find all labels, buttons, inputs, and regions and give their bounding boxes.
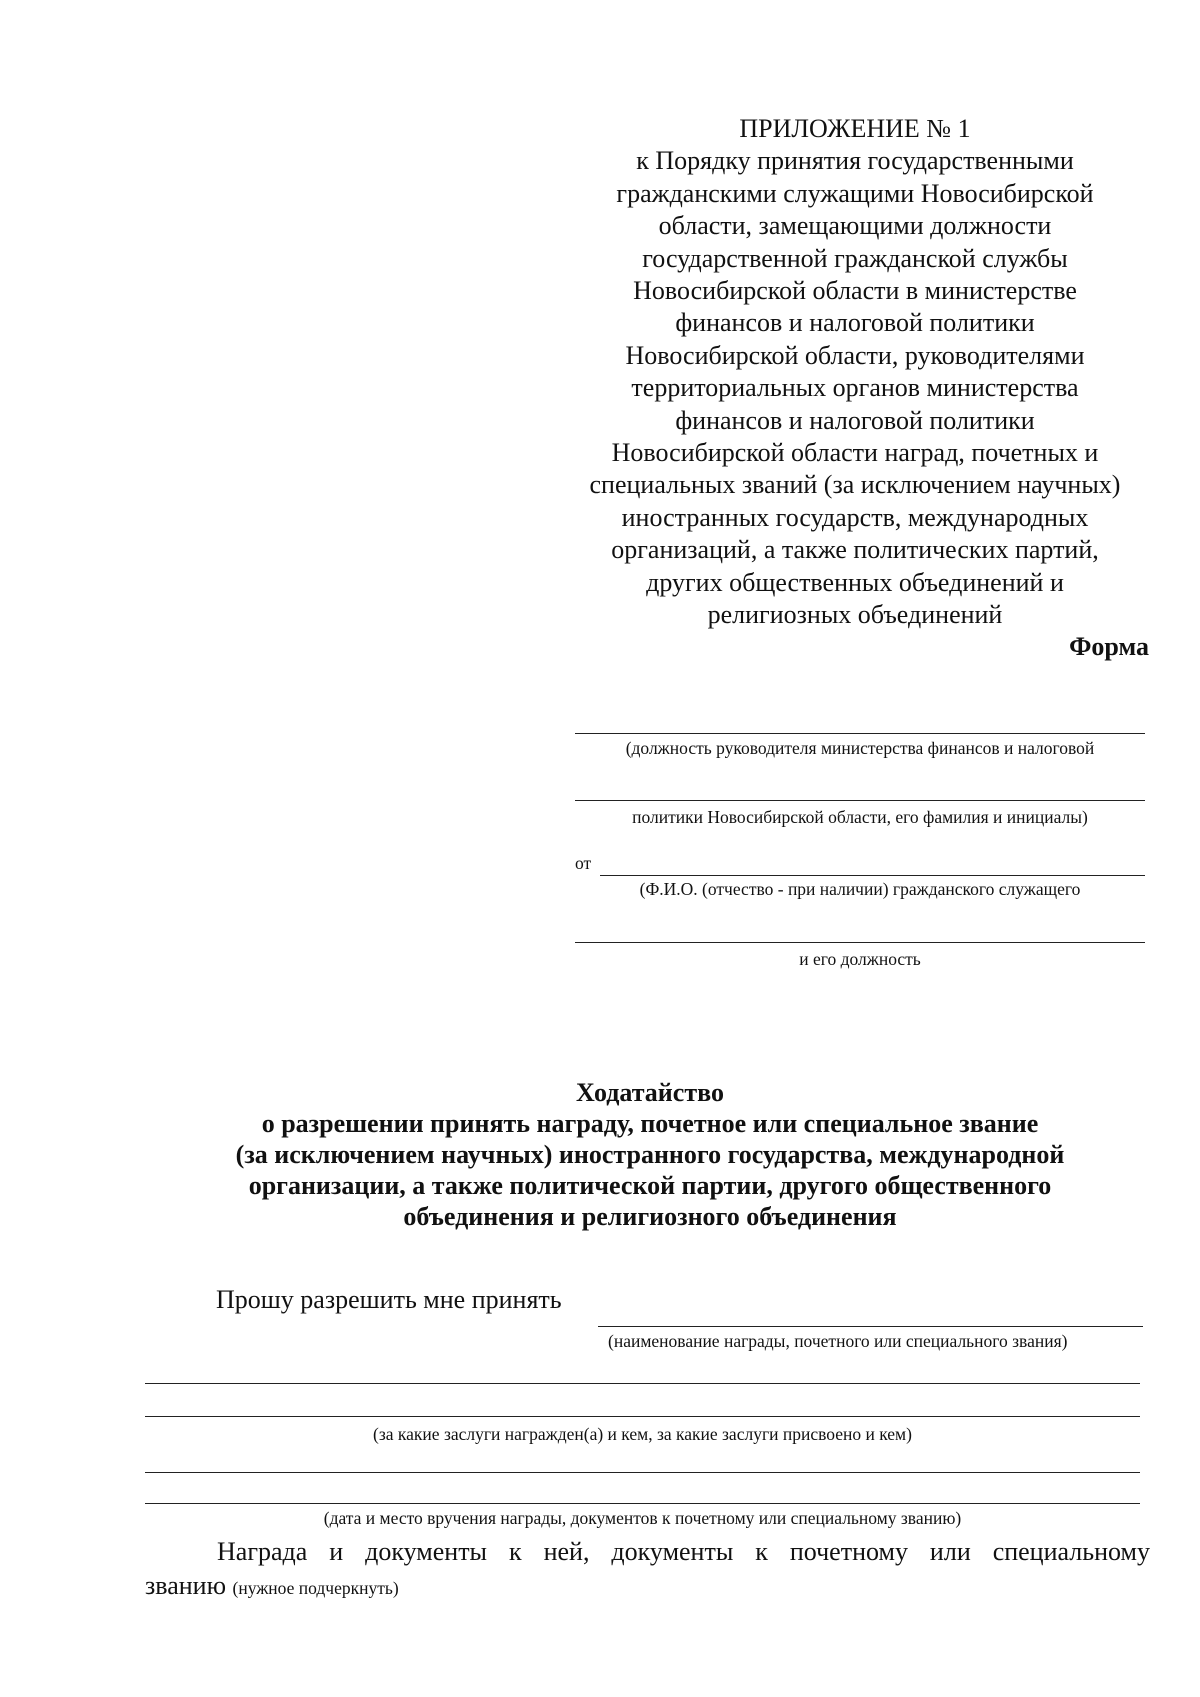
title-line: (за исключением научных) иностранного государства, международной	[235, 1140, 1065, 1169]
appendix-line: других общественных объединений и	[646, 567, 1064, 597]
addressee-policy-caption: политики Новосибирской области, его фамилия и инициалы)	[632, 807, 1088, 827]
addressee-policy-line[interactable]	[575, 800, 1145, 801]
date-place-line-1[interactable]	[145, 1472, 1140, 1473]
merits-caption: (за какие заслуги награжден(а) и кем, за какие заслуги присвоено и кем)	[373, 1424, 912, 1444]
merits-line-2[interactable]	[145, 1416, 1140, 1417]
appendix-line: гражданскими служащими Новосибирской	[616, 178, 1094, 208]
appendix-line: Новосибирской области, руководителями	[625, 340, 1085, 370]
appendix-header	[560, 113, 1150, 632]
paragraph-line-2	[145, 1569, 399, 1605]
award-documents-paragraph	[145, 1535, 1150, 1569]
title-line: организации, а также политической партии, другого общественного	[248, 1171, 1052, 1200]
from-fio-line[interactable]	[600, 875, 1145, 876]
award-name-caption: (наименование награды, почетного или специального звания)	[608, 1331, 1068, 1351]
addressee-position-line[interactable]	[575, 733, 1145, 734]
appendix-line: области, замещающими должности	[658, 211, 1052, 241]
form-label: Форма	[1069, 632, 1149, 661]
request-label: Прошу разрешить мне принять	[216, 1285, 562, 1314]
petition-title	[100, 1077, 1200, 1232]
appendix-line: Новосибирской области в министерстве	[633, 276, 1077, 306]
from-label: от	[575, 853, 592, 873]
addressee-position-caption: (должность руководителя министерства финансов и налоговой	[625, 738, 1095, 758]
merits-line-1[interactable]	[145, 1383, 1140, 1384]
from-post-caption: и его должность	[799, 949, 921, 969]
appendix-line: финансов и налоговой политики	[675, 308, 1035, 338]
appendix-line: религиозных объединений	[707, 600, 1003, 630]
appendix-line: к Порядку принятия государственными	[636, 146, 1074, 176]
paragraph-line-1: Награда и документы к ней, документы к почетному или специальному	[217, 1537, 1150, 1566]
date-place-caption: (дата и место вручения награды, документов к почетному или специальному званию)	[323, 1508, 962, 1528]
from-post-line[interactable]	[575, 942, 1145, 943]
appendix-line: территориальных органов министерства	[631, 373, 1079, 403]
appendix-line: организаций, а также политических партий,	[611, 535, 1099, 565]
appendix-line: иностранных государств, международных	[621, 502, 1089, 532]
title-line: о разрешении принять награду, почетное или специальное звание	[261, 1109, 1039, 1138]
appendix-line: Новосибирской области наград, почетных и	[611, 438, 1099, 468]
appendix-line: ПРИЛОЖЕНИЕ № 1	[739, 114, 971, 143]
paragraph-word: званию	[145, 1571, 226, 1600]
from-fio-caption: (Ф.И.О. (отчество - при наличии) гражданского служащего	[639, 879, 1081, 899]
award-name-line[interactable]	[598, 1326, 1143, 1327]
date-place-line-2[interactable]	[145, 1503, 1140, 1504]
title-line: объединения и религиозного объединения	[403, 1202, 897, 1231]
appendix-line: специальных званий (за исключением научных)	[589, 470, 1121, 500]
appendix-line: финансов и налоговой политики	[675, 405, 1035, 435]
underline-note: (нужное подчеркнуть)	[232, 1578, 399, 1598]
appendix-line: государственной гражданской службы	[642, 243, 1068, 273]
title-line: Ходатайство	[576, 1078, 724, 1107]
